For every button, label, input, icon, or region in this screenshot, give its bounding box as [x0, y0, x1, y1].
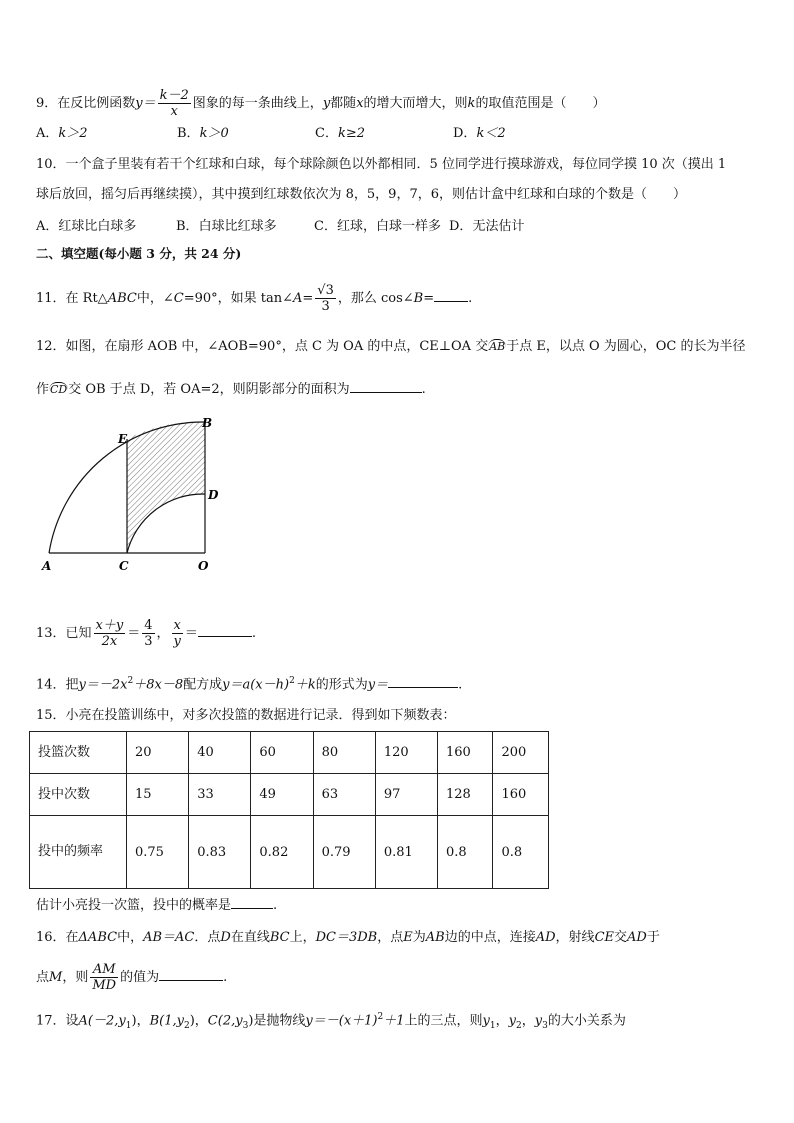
q11-stem: 11．在 Rt△ABC中，∠C=90°，如果 tan∠A= $\frac{√3}{3}$ ，那么 cos∠B= . [36, 283, 473, 314]
arc-ab-label: AB [489, 340, 506, 353]
label-b: B [202, 416, 213, 430]
q16-stem-line1: 16．在ΔABC中，AB＝AC．点D在直线BC上，DC＝3DB，点E为AB边的中点，连接AD，射线CE交AD于 [36, 930, 660, 945]
label-d: D [208, 488, 219, 502]
label-c: C [119, 559, 129, 573]
q15-estimate: 估计小亮投一次篮，投中的概率是 . [36, 898, 278, 913]
q13-answer-blank[interactable] [198, 624, 252, 637]
q10-option-c[interactable]: C．红球，白球一样多 [314, 219, 441, 234]
arc-cd-label: CD [50, 383, 68, 396]
q10-stem-line1: 10．一个盒子里装有若干个红球和白球，每个球除颜色以外都相同．5 位同学进行摸球游戏，每位同学摸 10 次（摸出 1 [36, 157, 727, 172]
q10-stem-line2: 球后放回，摇匀后再继续摸），其中摸到红球数依次为 8，5，9，7，6，则估计盒中红球和白球的个数是（ ） [36, 187, 686, 202]
q15-answer-blank[interactable] [231, 896, 273, 909]
q16-answer-blank[interactable] [159, 968, 223, 981]
q10-option-b[interactable]: B．白球比红球多 [176, 219, 277, 234]
q9-stem: 9．在反比例函数y＝ $\frac{k-2}{x}$ 图象的每一条曲线上，y都随x的增大而增大，则k的取值范围是（ ） [36, 88, 606, 119]
sector-figure [30, 410, 270, 580]
frequency-table [29, 731, 549, 889]
q12-stem-line1: 12．如图，在扇形 AOB 中，∠AOB=90°，点 C 为 OA 的中点，CE⊥OA 交AB于点 E，以点 O 为圆心，OC 的长为半径 [36, 339, 746, 354]
q17-stem: 17．设$A(-2,y_1)$，$B(1,y_2)$，$C(2,y_3)$是抛物线$y=-(x+1)^2+1$上的三点，则$y_1$，$y_2$，$y_3$的大小关系为 [36, 1012, 626, 1031]
q9-fraction: $\frac{k-2}{x}$ [159, 88, 189, 119]
q16-stem-line2: 点M，则 $\frac{AM}{MD}$ 的值为 . [36, 962, 228, 993]
label-o: O [198, 559, 209, 573]
q9-option-d[interactable]: D．k＜2 [453, 126, 506, 141]
q11-fraction: $\frac{√3}{3}$ [317, 283, 334, 314]
q9-option-c[interactable]: C．k≥2 [315, 126, 365, 141]
q10-option-a[interactable]: A．红球比白球多 [36, 219, 137, 234]
q9-option-a[interactable]: A．k＞2 [36, 126, 88, 141]
table-row-shots: 投篮次数 20 40 60 80 120 160 200 [30, 732, 549, 774]
q15-intro: 15．小亮在投篮训练中，对多次投篮的数据进行记录．得到如下频数表： [36, 708, 456, 723]
table-row-frequency: 投中的频率 0.75 0.83 0.82 0.79 0.81 0.8 0.8 [30, 816, 549, 889]
table-row-hits: 投中次数 15 33 49 63 97 128 160 [30, 774, 549, 816]
q14-stem: 14．把$y=-2x^2+8x-8$配方成$y=a(x-h)^2+k$的形式为y＝ . [36, 676, 463, 693]
q12-stem-line2: 作CD交 OB 于点 D，若 OA=2，则阴影部分的面积为 . [36, 382, 426, 397]
q13-stem: 13．已知 $\frac{x+y}{2x}$ ＝ $\frac{4}{3}$ ， $\frac{x}{y}$ ＝ . [36, 618, 257, 649]
q9-option-b[interactable]: B．k＞0 [177, 126, 229, 141]
q10-option-d[interactable]: D．无法估计 [449, 219, 525, 234]
label-e: E [118, 432, 128, 446]
q12-answer-blank[interactable] [350, 380, 422, 393]
q14-answer-blank[interactable] [388, 675, 458, 688]
q11-answer-blank[interactable] [434, 289, 468, 302]
section-heading: 二、填空题(每小题 3 分，共 24 分) [36, 246, 242, 261]
shaded-region [127, 422, 205, 553]
label-a: A [42, 559, 52, 573]
